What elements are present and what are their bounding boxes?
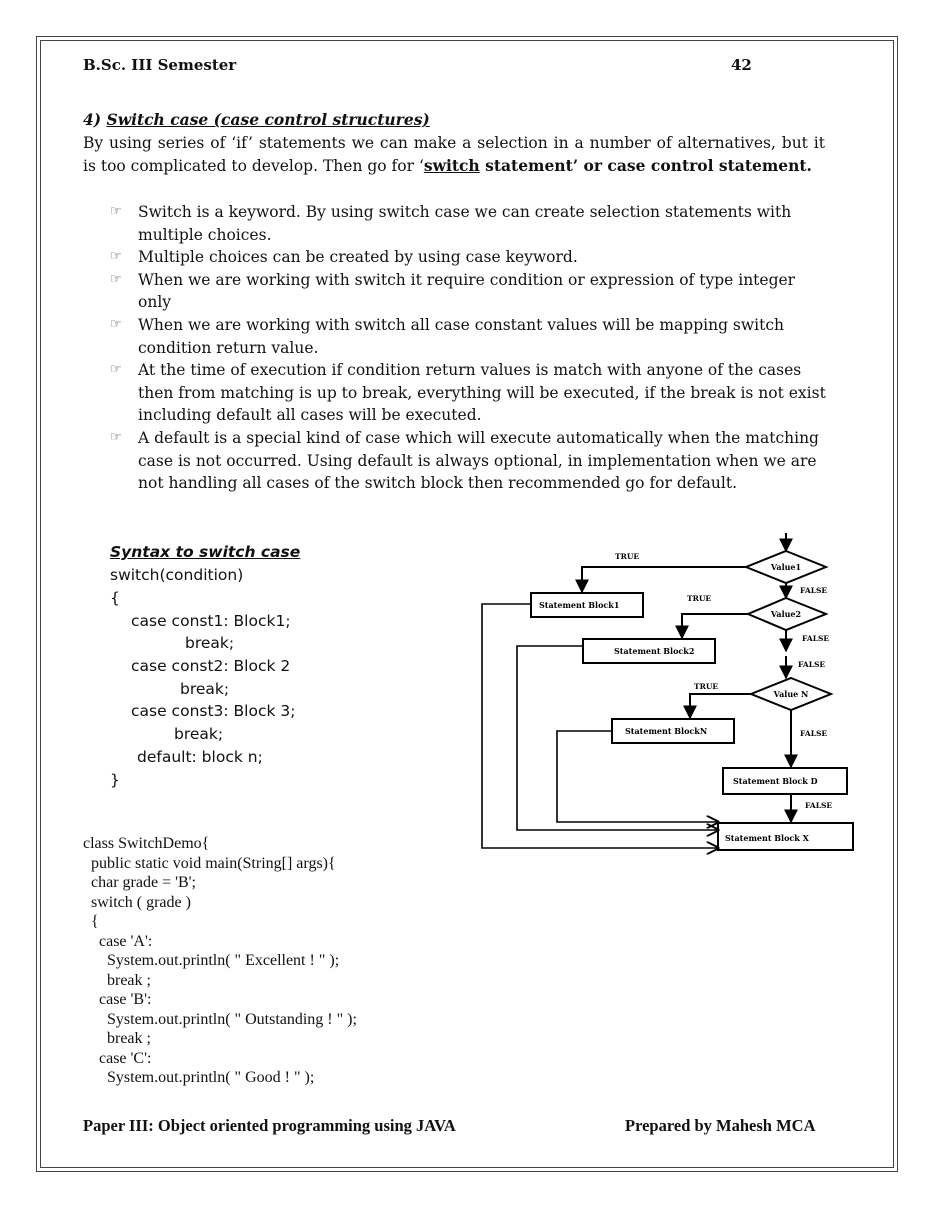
intro-switch-keyword: switch: [423, 155, 480, 175]
pointing-hand-icon: ☞: [110, 271, 122, 287]
list-item: ☞ A default is a special kind of case which will execute automatically when the matching case is not occurred. Using default is always optional, in implementation when we are not handling all cases of the switch block then recommended go for default.: [110, 428, 819, 493]
list-item: ☞ When we are working with switch all case constant values will be mapping switch condition return value.: [110, 315, 785, 357]
list-item: ☞ Switch is a keyword. By using switch case we can create selection statements with multiple choices.: [110, 203, 792, 244]
edge-label-false: FALSE: [802, 634, 830, 643]
code-line: System.out.println( " Good ! " );: [83, 1069, 315, 1086]
decision-label: Value N: [773, 689, 809, 699]
syntax-line: switch(condition): [110, 566, 244, 584]
code-line: class SwitchDemo{: [83, 835, 210, 852]
edge-label-true: TRUE: [694, 682, 719, 691]
syntax-title: Syntax to switch case: [110, 543, 301, 561]
code-line: switch ( grade ): [83, 893, 191, 911]
header-course: B.Sc. III Semester: [83, 56, 237, 74]
syntax-line: break;: [180, 680, 230, 698]
code-line: break ;: [83, 971, 151, 989]
code-line: case 'C':: [83, 1049, 152, 1067]
code-listing: [83, 834, 357, 1088]
intro-paragraph: [83, 132, 825, 177]
decision-label: Value2: [770, 609, 802, 619]
code-line: System.out.println( " Outstanding ! " );: [83, 1010, 357, 1028]
code-line: case 'A':: [83, 932, 153, 950]
pointing-hand-icon: ☞: [110, 204, 122, 219]
intro-text: By using series of ‘if’ statements we can make a selection in a number of alternatives, but it is too complicated to develop. Then go for ‘: [83, 134, 825, 175]
decision-label: Value1: [770, 562, 802, 572]
pointing-hand-icon: ☞: [110, 249, 122, 265]
code-line: public static void main(String[] args){: [83, 854, 336, 872]
edge-label-false: FALSE: [805, 801, 833, 810]
syntax-line: default: block n;: [137, 748, 263, 766]
list-item: ☞ When we are working with switch it require condition or expression of type integer only: [110, 270, 796, 312]
section-heading: [83, 110, 430, 129]
pointing-hand-icon: ☞: [110, 429, 122, 445]
footer-paper-title: Paper III: Object oriented programming using JAVA: [83, 1116, 456, 1135]
page-number: 42: [731, 56, 752, 74]
list-item: ☞ At the time of execution if condition return values is match with anyone of the cases then from matching is up to break, everything will be executed, if the break is not exist including default all cases will be executed.: [110, 361, 826, 425]
section-title: Switch case (case control structures): [106, 110, 430, 129]
code-line: break ;: [83, 1030, 151, 1047]
code-line: System.out.println( " Excellent ! " );: [83, 952, 340, 969]
code-line: {: [83, 913, 99, 930]
pointing-hand-icon: ☞: [110, 316, 122, 332]
edge-label-false: FALSE: [800, 586, 828, 595]
code-line: case 'B':: [83, 991, 152, 1008]
bullet-list: [110, 201, 828, 495]
block-label: Statement Block D: [733, 776, 818, 786]
syntax-line: case const1: Block1;: [131, 612, 291, 630]
block-label: Statement BlockN: [625, 726, 708, 736]
syntax-line: case const3: Block 3;: [131, 702, 296, 720]
edge-label-false: FALSE: [798, 660, 826, 669]
syntax-line: break;: [174, 725, 224, 743]
section-number: 4): [83, 110, 102, 129]
block-label: Statement Block1: [539, 600, 620, 610]
block-label: Statement Block2: [614, 646, 695, 656]
switch-flowchart: [470, 530, 870, 860]
syntax-line: }: [110, 771, 120, 789]
list-item: ☞ Multiple choices can be created by using case keyword.: [110, 246, 828, 269]
edge-label-false: FALSE: [800, 729, 828, 738]
pointing-hand-icon: ☞: [110, 362, 122, 378]
syntax-line: break;: [185, 634, 235, 652]
code-line: char grade = 'B';: [83, 874, 196, 891]
block-label: Statement Block X: [725, 833, 809, 843]
footer-author: Prepared by Mahesh MCA: [625, 1116, 816, 1135]
syntax-line: {: [110, 589, 120, 607]
edge-label-true: TRUE: [615, 552, 640, 561]
edge-label-true: TRUE: [687, 594, 712, 603]
intro-bold-text: statement’ or case control statement.: [479, 155, 812, 175]
syntax-line: case const2: Block 2: [131, 657, 291, 675]
